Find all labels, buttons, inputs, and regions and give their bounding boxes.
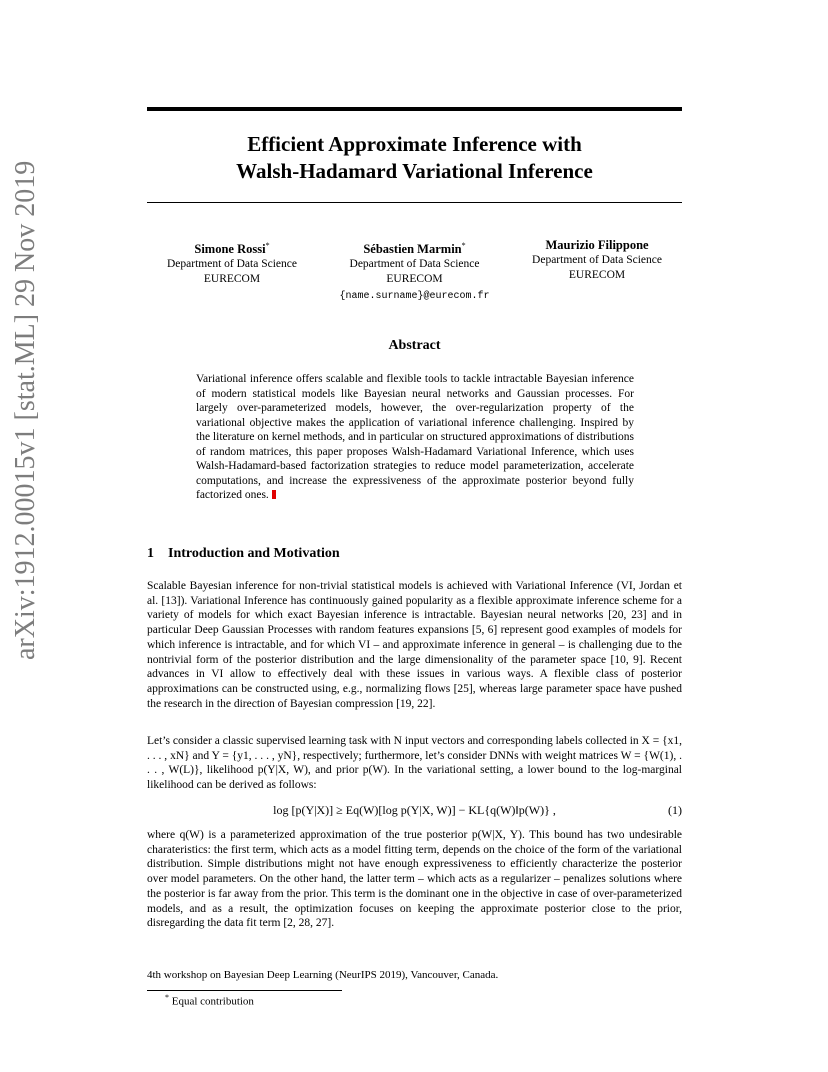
title-bottom-rule bbox=[147, 202, 682, 203]
author-dept: Department of Data Science bbox=[532, 254, 662, 266]
section-heading bbox=[147, 546, 340, 562]
cursor-marker-icon bbox=[272, 490, 276, 499]
title-top-rule bbox=[147, 107, 682, 111]
abstract-text bbox=[196, 372, 634, 503]
paragraph-2: Let’s consider a classic supervised learning task with N input vectors and corresponding labels collected in X = {x1, . . . , xN} and Y = {y1, . . . , yN}, respectively; furthermore, let’s consider DNNs with weight matrices W = {W(1), . . . , W(L)}, likelihood p(Y|X, W), and prior p(W). In the variational setting, a lower bound to the log-marginal likelihood can be derived as follows: bbox=[147, 735, 682, 792]
author-1 bbox=[167, 238, 297, 304]
author-2 bbox=[339, 238, 489, 304]
abstract-heading: Abstract bbox=[388, 338, 441, 353]
equation-number: (1) bbox=[668, 803, 682, 817]
footnote-text: Equal contribution bbox=[171, 995, 254, 1008]
section-number: 1 bbox=[147, 546, 154, 561]
author-dept: Department of Data Science bbox=[349, 258, 480, 271]
equation-body: log [p(Y|X)] ≥ Eq(W)[log p(Y|X, W)] − KL{q(W)‖p(W)} , bbox=[273, 803, 556, 817]
author-name: Simone Rossi bbox=[194, 242, 266, 257]
author-block bbox=[147, 238, 682, 304]
venue-note: 4th workshop on Bayesian Deep Learning (NeurIPS 2019), Vancouver, Canada. bbox=[147, 969, 499, 981]
title-line-2: Walsh-Hadamard Variational Inference bbox=[236, 159, 593, 183]
equation-1 bbox=[147, 803, 682, 818]
author-mark: * bbox=[265, 241, 270, 250]
section-title: Introduction and Motivation bbox=[168, 546, 340, 561]
paragraph-3: where q(W) is a parameterized approximation of the true posterior p(W|X, Y). This bound has two undesirable charateristics: the first term, which acts as a model fitting term, depends on the choice of the form of the variational distribution. Simple distributions might not have enough expressiveness to efficiently characterize the posterior over model parameters. On the other hand, the latter term – which acts as a regularizer – penalizes solutions where the posterior is far away from the prior. This term is the dominant one in the objective in case of over-parameterized models, and as a result, the optimization focuses on keeping the approximate posterior close to the prior, disregarding the data fit term [2, 28, 27]. bbox=[147, 829, 682, 930]
author-dept: Department of Data Science bbox=[167, 258, 297, 271]
author-org: EURECOM bbox=[568, 269, 626, 281]
author-3 bbox=[532, 238, 662, 304]
author-name: Maurizio Filippone bbox=[545, 238, 649, 252]
footnote bbox=[165, 993, 254, 1008]
footnote-rule bbox=[147, 990, 342, 991]
author-org: EURECOM bbox=[203, 273, 261, 286]
footnote-mark: * bbox=[165, 993, 169, 1002]
author-email: {name.surname}@eurecom.fr bbox=[339, 291, 490, 303]
paragraph-1: Scalable Bayesian inference for non-trivial statistical models is achieved with Variational Inference (VI, Jordan et al. [13]). Variational Inference has continuously gained popularity as a flexible approximate inference scheme for a variety of models for which exact Bayesian inference is intractable. Bayesian neural networks [20, 23] and in particular Deep Gaussian Processes with random features expansions [5, 6] represent good examples of models for which inference is intractable, and for which VI – and approximate inference in general – is challenging due to the nontrivial form of the posterior distribution and the large dimensionality of the parameter space [10, 9]. Recent advances in VI allow to effectively deal with these issues in various ways. A flexible class of posterior approximations can be constructed using, e.g., normalizing flows [25], whereas large parameter space have pushed the research in the direction of Bayesian compression [19, 22]. bbox=[147, 580, 682, 710]
abstract-body-text: Variational inference offers scalable and flexible tools to tackle intractable Bayesian inference of modern statistical models like Bayesian neural networks and Gaussian processes. For largely over-parameterized models, however, the over-regularization property of the variational objective makes the application of variational inference challenging. Inspired by the literature on kernel methods, and in particular on structured approximations of distributions of random matrices, this paper proposes Walsh-Hadamard Variational Inference, which uses Walsh-Hadamard-based factorization strategies to reduce model parameterization, accelerate computations, and increase the expressiveness of the approximate posterior beyond fully factorized ones. bbox=[196, 373, 634, 501]
author-org: EURECOM bbox=[386, 273, 443, 286]
title-line-1: Efficient Approximate Inference with bbox=[247, 132, 582, 156]
author-mark: * bbox=[461, 241, 466, 250]
arxiv-stamp: arXiv:1912.00015v1 [stat.ML] 29 Nov 2019 bbox=[10, 160, 41, 660]
author-name: Sébastien Marmin bbox=[363, 242, 462, 257]
paper-title bbox=[147, 131, 682, 185]
